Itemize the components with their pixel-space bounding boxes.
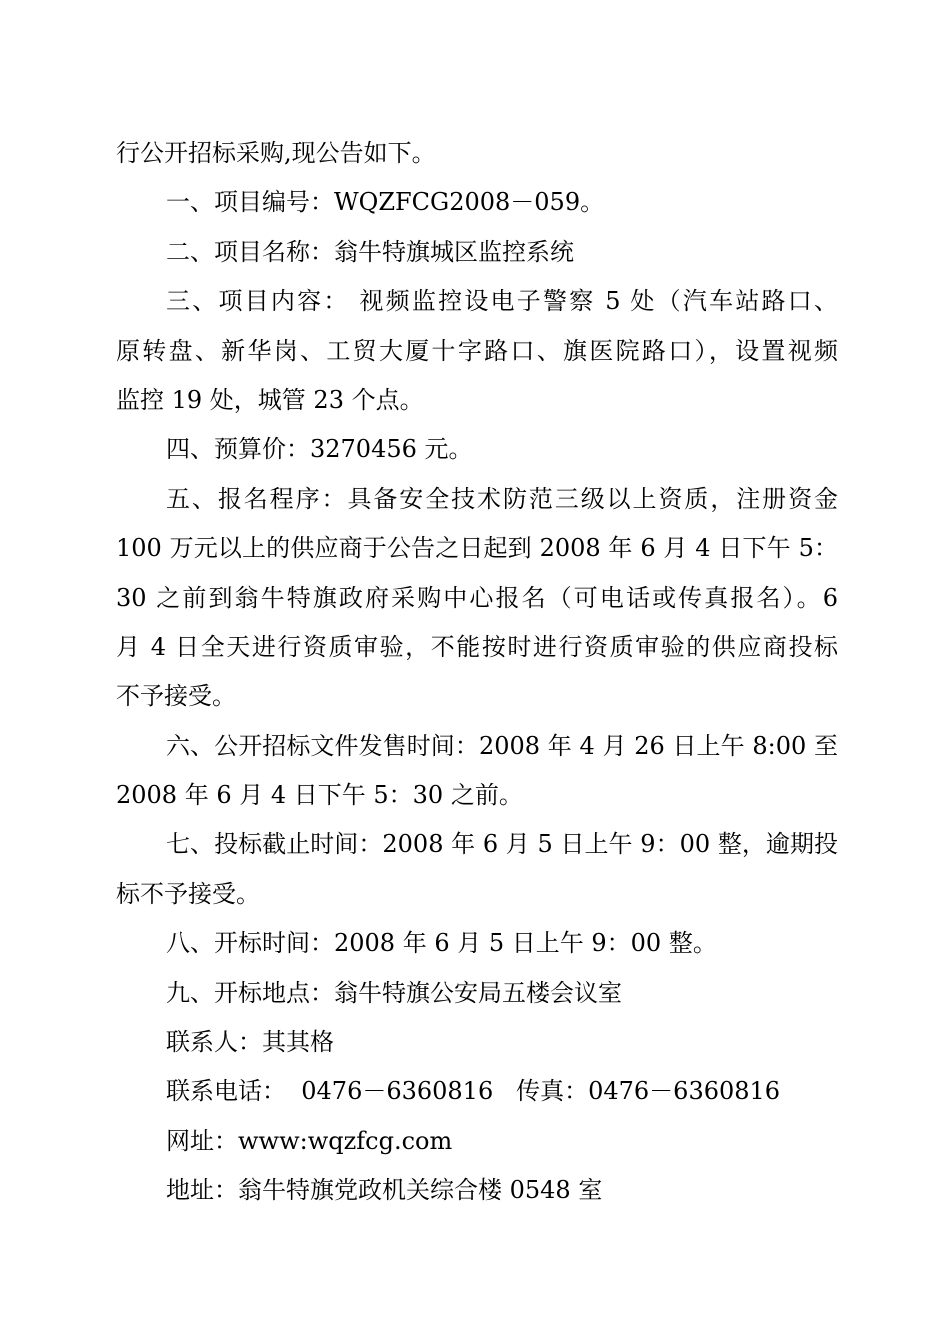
contact-phone-fax-line: 联系电话： 0476－6360816 传真：0476－6360816 xyxy=(166,1077,781,1106)
project-content-line-2: 原转盘、新华岗、工贸大厦十字路口、旗医院路口），设置视频 xyxy=(116,336,838,365)
project-content-line-1: 三、项目内容： 视频监控设电子警察 5 处（汽车站路口、 xyxy=(166,287,838,316)
bid-deadline-line-1: 七、投标截止时间：2008 年 6 月 5 日上午 9：00 整，逾期投 xyxy=(166,830,838,859)
bid-opening-location-line: 九、开标地点：翁牛特旗公安局五楼会议室 xyxy=(166,978,622,1007)
project-content-line-3: 监控 19 处，城管 23 个点。 xyxy=(116,385,424,414)
registration-line-3: 30 之前到翁牛特旗政府采购中心报名（可电话或传真报名）。6 xyxy=(116,583,838,612)
registration-line-5: 不予接受。 xyxy=(116,682,236,711)
budget-line: 四、预算价：3270456 元。 xyxy=(166,435,473,464)
website-line: 网址：www:wqzfcg.com xyxy=(166,1126,453,1155)
sale-time-line-2: 2008 年 6 月 4 日下午 5：30 之前。 xyxy=(116,781,523,810)
project-name-line: 二、项目名称：翁牛特旗城区监控系统 xyxy=(166,237,574,266)
project-number-line: 一、项目编号：WQZFCG2008－059。 xyxy=(166,188,605,217)
contact-person-line: 联系人：其其格 xyxy=(166,1028,334,1057)
sale-time-line-1: 六、公开招标文件发售时间：2008 年 4 月 26 日上午 8:00 至 xyxy=(166,731,838,760)
text-line-intro-end: 行公开招标采购,现公告如下。 xyxy=(116,139,436,167)
address-line: 地址：翁牛特旗党政机关综合楼 0548 室 xyxy=(166,1176,603,1205)
registration-line-4: 月 4 日全天进行资质审验，不能按时进行资质审验的供应商投标 xyxy=(116,632,838,661)
bid-opening-time-line: 八、开标时间：2008 年 6 月 5 日上午 9：00 整。 xyxy=(166,929,717,958)
bid-deadline-line-2: 标不予接受。 xyxy=(116,879,260,908)
registration-line-1: 五、报名程序：具备安全技术防范三级以上资质，注册资金 xyxy=(166,484,838,513)
announcement-body xyxy=(116,129,838,1216)
registration-line-2: 100 万元以上的供应商于公告之日起到 2008 年 6 月 4 日下午 5： xyxy=(116,534,838,563)
